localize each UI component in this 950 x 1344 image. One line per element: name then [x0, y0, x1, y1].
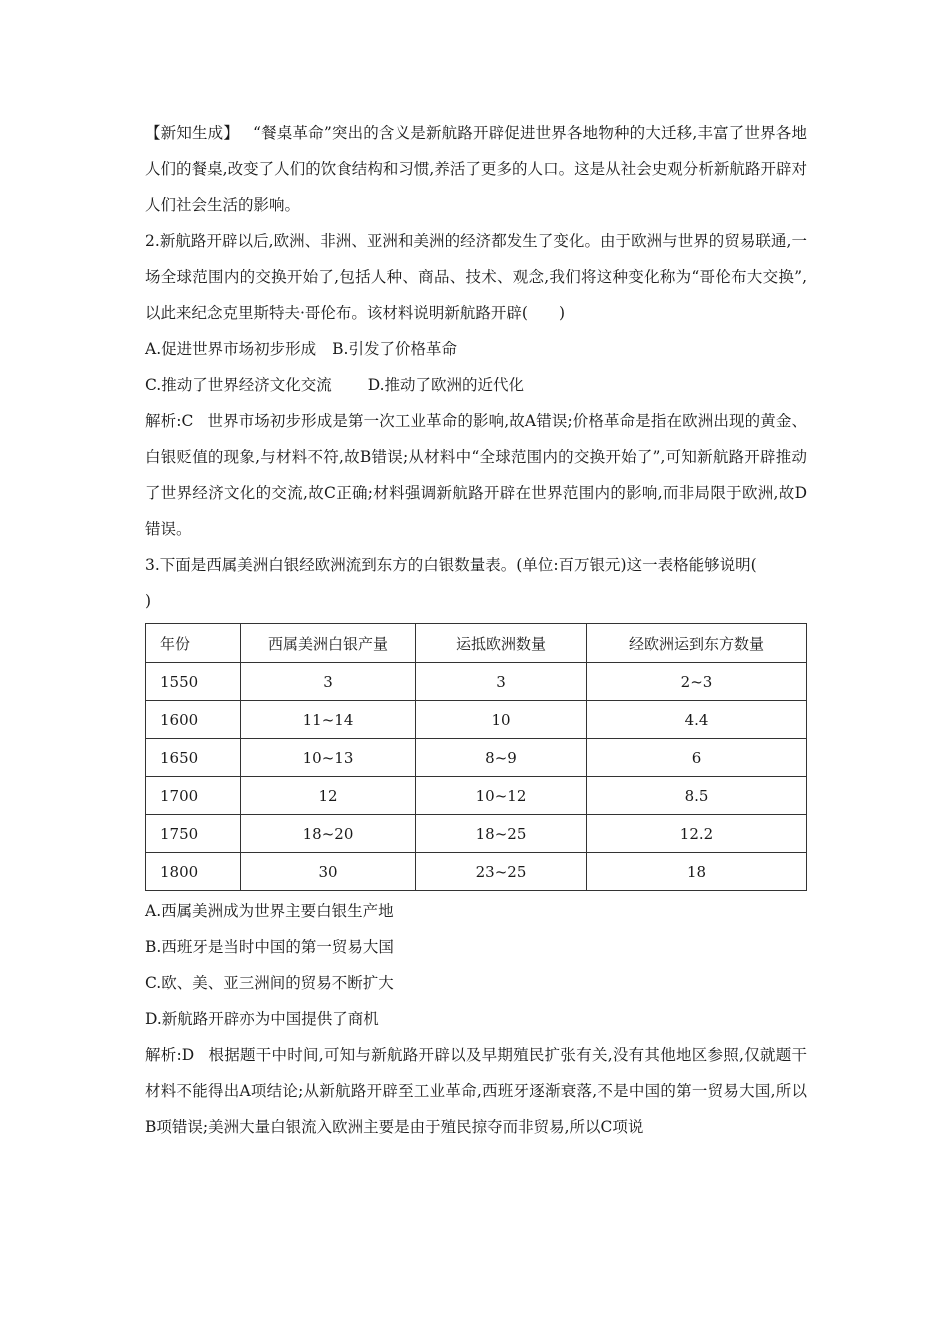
table-cell-to-east: 12.2 [587, 815, 807, 853]
table-cell-production: 11~14 [241, 701, 416, 739]
table-row [146, 701, 807, 739]
question-3-option-b: B.西班牙是当时中国的第一贸易大国 [145, 938, 394, 956]
table-row [146, 853, 807, 891]
table-header-to-east: 经欧洲运到东方数量 [587, 624, 807, 663]
table-cell-year: 1550 [146, 663, 241, 701]
table-header-row [146, 624, 807, 663]
new-knowledge-label: 【新知生成】 [145, 124, 240, 142]
table-header-production: 西属美洲白银产量 [241, 624, 416, 663]
table-cell-production: 18~20 [241, 815, 416, 853]
table-cell-to-europe: 8~9 [416, 739, 587, 777]
question-2-options-ab [145, 331, 807, 367]
table-cell-to-europe: 3 [416, 663, 587, 701]
table-cell-to-east: 18 [587, 853, 807, 891]
question-2-analysis-label: 解析:C [145, 412, 194, 430]
question-2-options-cd [145, 367, 807, 403]
new-knowledge-paragraph [145, 115, 807, 223]
table-cell-to-europe: 10 [416, 701, 587, 739]
question-3-analysis [145, 1037, 807, 1145]
table-cell-to-east: 6 [587, 739, 807, 777]
table-row [146, 815, 807, 853]
question-2-analysis-text: 世界市场初步形成是第一次工业革命的影响,故A错误;价格革命是指在欧洲出现的黄金、白银贬值的现象,与材料不符,故B错误;从材料中“全球范围内的交换开始了”,可知新航路开辟推动了世界经济文化的交流,故C正确;材料强调新航路开辟在世界范围内的影响,而非局限于欧洲,故D错误。 [145, 412, 807, 538]
question-3-option-c: C.欧、美、亚三洲间的贸易不断扩大 [145, 974, 394, 992]
question-3-stem-line1: 3.下面是西属美洲白银经欧洲流到东方的白银数量表。(单位:百万银元)这一表格能够说明( [145, 556, 757, 574]
document-content [145, 115, 807, 1145]
new-knowledge-text: “餐桌革命”突出的含义是新航路开辟促进世界各地物种的大迁移,丰富了世界各地人们的餐桌,改变了人们的饮食结构和习惯,养活了更多的人口。这是从社会史观分析新航路开辟对人们社会生活的影响。 [145, 124, 807, 214]
question-2-option-b: B.引发了价格革命 [332, 340, 457, 358]
question-3-stem-line2: ) [145, 592, 152, 610]
table-cell-production: 10~13 [241, 739, 416, 777]
table-cell-to-east: 4.4 [587, 701, 807, 739]
table-cell-year: 1750 [146, 815, 241, 853]
table-header-to-europe: 运抵欧洲数量 [416, 624, 587, 663]
table-cell-production: 12 [241, 777, 416, 815]
table-cell-year: 1650 [146, 739, 241, 777]
table-cell-to-east: 8.5 [587, 777, 807, 815]
question-2-option-a: A.促进世界市场初步形成 [145, 340, 317, 358]
table-cell-year: 1700 [146, 777, 241, 815]
table-cell-to-europe: 10~12 [416, 777, 587, 815]
table-row [146, 739, 807, 777]
question-2-option-c: C.推动了世界经济文化交流 [145, 376, 332, 394]
table-cell-year: 1600 [146, 701, 241, 739]
table-cell-production: 30 [241, 853, 416, 891]
question-3-analysis-label: 解析:D [145, 1046, 195, 1064]
question-2-analysis [145, 403, 807, 547]
question-3-option-d: D.新航路开辟亦为中国提供了商机 [145, 1010, 379, 1028]
table-cell-year: 1800 [146, 853, 241, 891]
silver-flow-table [145, 623, 807, 891]
table-cell-to-europe: 23~25 [416, 853, 587, 891]
table-row [146, 777, 807, 815]
table-header-year: 年份 [146, 624, 241, 663]
question-3-option-a: A.西属美洲成为世界主要白银生产地 [145, 902, 394, 920]
table-cell-to-europe: 18~25 [416, 815, 587, 853]
question-2-stem: 2.新航路开辟以后,欧洲、非洲、亚洲和美洲的经济都发生了变化。由于欧洲与世界的贸易联通,一场全球范围内的交换开始了,包括人种、商品、技术、观念,我们将这种变化称为“哥伦布大交换”,以此来纪念克里斯特夫·哥伦布。该材料说明新航路开辟( ) [145, 232, 807, 322]
question-2-option-d: D.推动了欧洲的近代化 [367, 376, 525, 394]
table-cell-production: 3 [241, 663, 416, 701]
table-row [146, 663, 807, 701]
table-cell-to-east: 2~3 [587, 663, 807, 701]
question-3-analysis-text: 根据题干中时间,可知与新航路开辟以及早期殖民扩张有关,没有其他地区参照,仅就题干材料不能得出A项结论;从新航路开辟至工业革命,西班牙逐渐衰落,不是中国的第一贸易大国,所以B项错误;美洲大量白银流入欧洲主要是由于殖民掠夺而非贸易,所以C项说 [145, 1046, 807, 1136]
